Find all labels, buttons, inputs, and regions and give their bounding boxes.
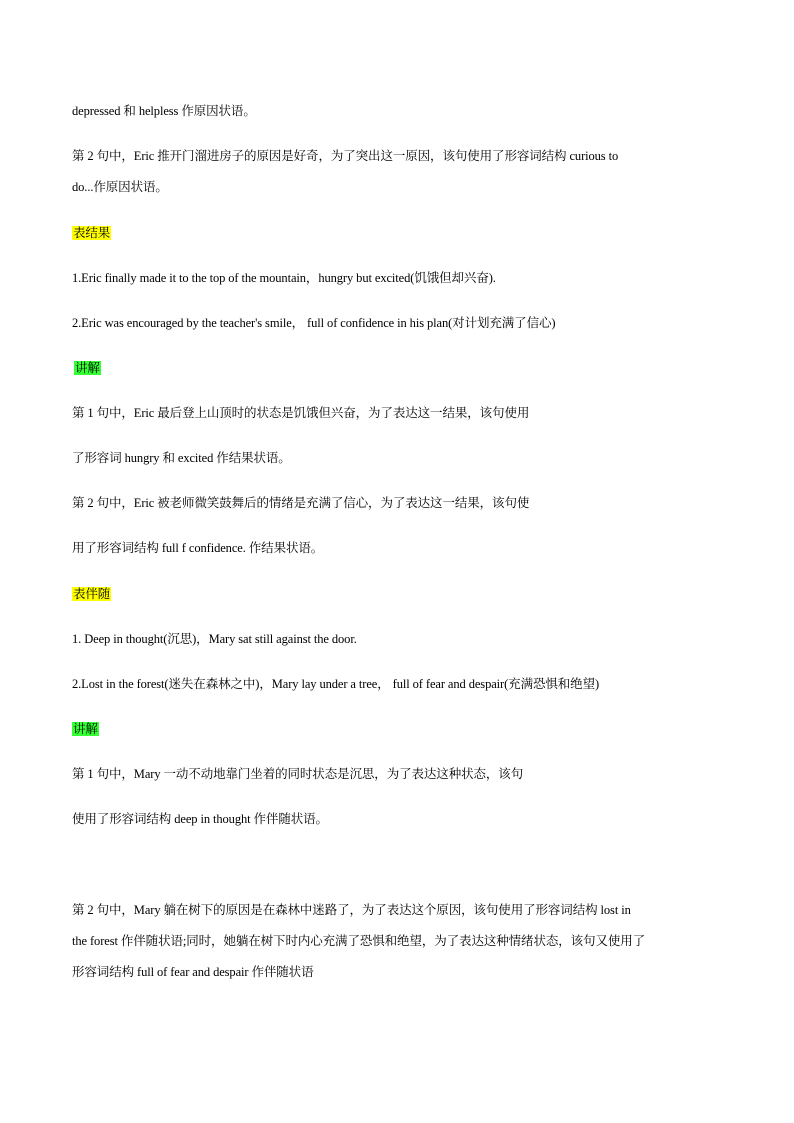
example-sentence: 2.Lost in the forest(迷失在森林之中)，Mary lay under a tree， full of fear and despair(充满恐惧和绝望) — [72, 677, 600, 691]
section-heading-result — [72, 225, 111, 241]
explanation-heading — [74, 360, 101, 376]
paragraph-line: 用了形容词结构 full f confidence. 作结果状语。 — [72, 541, 324, 555]
section-heading-accompany — [72, 586, 111, 602]
paragraph-line: 了形容词 hungry 和 excited 作结果状语。 — [72, 451, 291, 465]
explanation-heading — [72, 721, 99, 737]
paragraph-line: depressed 和 helpless 作原因状语。 — [72, 104, 256, 118]
paragraph-line: 第 2 句中，Eric 推开门溜进房子的原因是好奇，为了突出这一原因，该句使用了形容词结构 curious to — [72, 149, 619, 163]
paragraph-line: 第 1 句中，Mary 一动不动地靠门坐着的同时状态是沉思，为了表达这种状态，该句 — [72, 767, 524, 781]
paragraph-line: 第 2 句中，Mary 躺在树下的原因是在森林中迷路了，为了表达这个原因，该句使用了形容词结构 lost in — [72, 903, 631, 917]
paragraph-line: 第 2 句中，Eric 被老师微笑鼓舞后的情绪是充满了信心，为了表达这一结果，该句使 — [72, 496, 530, 510]
highlight-green: 讲解 — [73, 722, 98, 736]
paragraph-line: do...作原因状语。 — [72, 180, 168, 194]
paragraph-line: the forest 作伴随状语;同时，她躺在树下时内心充满了恐惧和绝望，为了表达这种情绪状态，该句又使用了 — [72, 934, 646, 948]
highlight-green: 讲解 — [75, 361, 100, 375]
paragraph-line: 使用了形容词结构 deep in thought 作伴随状语。 — [72, 812, 328, 826]
example-sentence: 1. Deep in thought(沉思)，Mary sat still against the door. — [72, 632, 357, 646]
example-sentence: 1.Eric finally made it to the top of the mountain，hungry but excited(饥饿但却兴奋). — [72, 271, 496, 285]
paragraph-line: 形容词结构 full of fear and despair 作伴随状语 — [72, 965, 314, 979]
paragraph-line: 第 1 句中，Eric 最后登上山顶时的状态是饥饿但兴奋，为了表达这一结果，该句使用 — [72, 406, 530, 420]
highlight-yellow: 表伴随 — [73, 587, 111, 601]
example-sentence: 2.Eric was encouraged by the teacher's smile， full of confidence in his plan(对计划充满了信心) — [72, 316, 556, 330]
highlight-yellow: 表结果 — [73, 226, 111, 240]
